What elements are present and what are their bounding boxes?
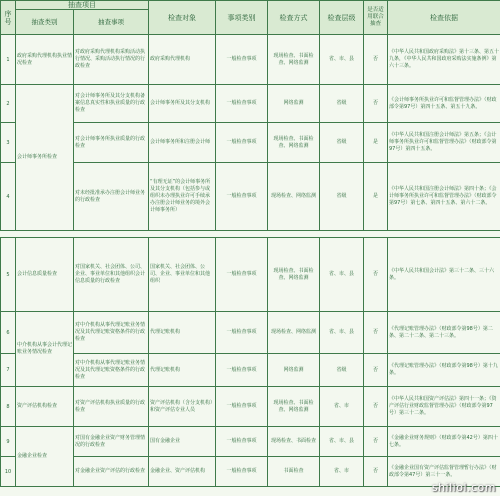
- table-row: [1, 387, 500, 427]
- row-method: 网络监测: [268, 354, 320, 387]
- row-type: 一般检查事项: [216, 123, 268, 163]
- row-joint: 否: [364, 427, 388, 457]
- row-type: 一般检查事项: [216, 354, 268, 387]
- table-row: [1, 312, 500, 354]
- row-method: 现场检查、网络监测: [268, 312, 320, 354]
- table-row: [1, 354, 500, 387]
- row-category: 金融企业检查: [16, 427, 74, 487]
- row-seq: 9: [1, 427, 16, 457]
- table-row: [1, 35, 500, 85]
- row-target: “有理无证”的会计师事务所及其分支机构（包括参与或组织未办理执业许可手续承办注册会计师业务的境外会计师事务所）: [149, 163, 216, 231]
- row-basis: 《中华人民共和国资产评估法》第四十一条；《资产评估行业财政监督管理办法》（财政部令第97号）第三十二条。: [388, 387, 500, 427]
- row-type: 一般检查事项: [216, 35, 268, 85]
- row-method: 书面检查: [268, 457, 320, 487]
- row-item: 对国有金融企业资产财务管理情况的行政检查: [74, 427, 149, 457]
- row-item: 对中介机构从事代理记账业务情况及其代理记账资格条件的行政检查: [74, 312, 149, 354]
- row-seq: 6: [1, 312, 16, 354]
- row-type: 一般检查事项: [216, 427, 268, 457]
- row-joint: 否: [364, 457, 388, 487]
- table-row: [1, 123, 500, 163]
- row-type: 一般检查事项: [216, 238, 268, 312]
- row-item: 对资产评估机构执业质量的行政检查: [74, 387, 149, 427]
- row-target: 代理记账机构: [149, 312, 216, 354]
- row-level: 省、市、县: [320, 312, 364, 354]
- table-row: [1, 238, 500, 312]
- row-level: 省、市、县: [320, 35, 364, 85]
- row-joint: 否: [364, 312, 388, 354]
- row-basis: 《中华人民共和国注册会计师法》第五条；《会计师事务所执业许可和监督管理办法》（财政部令第97号）第四十五条。: [388, 123, 500, 163]
- row-method: 现场检查、书面检查、网络监测: [268, 123, 320, 163]
- header-item-group: 抽查项目: [16, 1, 149, 10]
- row-target: 国家机关、社会团体、公司、企业、事业单位和其他组织: [149, 238, 216, 312]
- row-type: 一般检查事项: [216, 387, 268, 427]
- row-method: 现场检查、网络监测: [268, 163, 320, 231]
- table-row: [1, 85, 500, 123]
- table-row: [1, 163, 500, 231]
- row-level: 省级: [320, 354, 364, 387]
- row-seq: 3: [1, 123, 16, 163]
- row-method: 现场检查、书面检查、网络监测: [268, 387, 320, 427]
- row-method: 现场检查、书面检查: [268, 427, 320, 457]
- header-seq: 序号: [1, 1, 16, 35]
- row-category: 资产评估机构检查: [16, 387, 74, 427]
- row-target: 政府采购代理机构: [149, 35, 216, 85]
- table-row: [1, 457, 500, 487]
- row-level: 省、市: [320, 387, 364, 427]
- row-category: 中介机构从事会计代理记账业务情况检查: [16, 312, 74, 387]
- row-joint: 否: [364, 85, 388, 123]
- row-type: 一般检查事项: [216, 85, 268, 123]
- row-seq: 1: [1, 35, 16, 85]
- row-target: 会计师事务所和注册会计师: [149, 123, 216, 163]
- row-basis: 《中华人民共和国注册会计师法》第四十条；《会计师事务所执业许可和监督管理办法》（财政部令第97号）第七条、第四十五条、第六十二条。: [388, 163, 500, 231]
- table-row: [1, 427, 500, 457]
- row-basis: 《代理记账管理办法》（财政部令第98号）第十九条。: [388, 354, 500, 387]
- row-target: 国有金融企业: [149, 427, 216, 457]
- row-seq: 7: [1, 354, 16, 387]
- row-category: 会计师事务所检查: [16, 85, 74, 231]
- row-target: 代理记账机构: [149, 354, 216, 387]
- row-method: 现场检查、书面检查、网络监测: [268, 238, 320, 312]
- row-type: 一般检查事项: [216, 312, 268, 354]
- header-type: 事项类别: [216, 1, 268, 35]
- row-target: 金融企业、资产评估机构: [149, 457, 216, 487]
- section-gap: [1, 231, 500, 238]
- row-level: 省、市、县: [320, 238, 364, 312]
- header-joint: 是否适用联合抽查: [364, 1, 388, 35]
- row-basis: 《会计师事务所执业许可和监督管理办法》（财政部令第97号）第四十五条、第五十九条。: [388, 85, 500, 123]
- row-seq: 5: [1, 238, 16, 312]
- row-level: 省、市、县: [320, 427, 364, 457]
- row-basis: 《金融企业财务规则》（财政部令第42号）第四十七条。: [388, 427, 500, 457]
- row-joint: 否: [364, 354, 388, 387]
- watermark: shiliol.com: [431, 481, 496, 494]
- header-method: 检查方式: [268, 1, 320, 35]
- row-category: 会计信息质量检查: [16, 238, 74, 312]
- row-joint: 是: [364, 163, 388, 231]
- row-method: 现场检查、书面检查、网络监测: [268, 35, 320, 85]
- header-level: 检查层级: [320, 1, 364, 35]
- row-seq: 2: [1, 85, 16, 123]
- header-item: 抽查事项: [74, 10, 149, 35]
- row-seq: 10: [1, 457, 16, 487]
- row-item: 对中介机构从事代理记账业务情况及其代理记账资格条件的行政检查: [74, 354, 149, 387]
- header-target: 检查对象: [149, 1, 216, 35]
- header-basis: 检查依据: [388, 1, 500, 35]
- row-joint: 否: [364, 35, 388, 85]
- row-joint: 否: [364, 387, 388, 427]
- row-seq: 8: [1, 387, 16, 427]
- row-level: 省级: [320, 123, 364, 163]
- row-seq: 4: [1, 163, 16, 231]
- row-basis: 《中华人民共和国会计法》第三十二条、三十六条。: [388, 238, 500, 312]
- row-item: 对会计师事务所及其分支机构备案信息真实性和执业质量的行政检查: [74, 85, 149, 123]
- row-category: 政府采购代理机构执业情况检查: [16, 35, 74, 85]
- row-target: 会计师事务所及其分支机构: [149, 85, 216, 123]
- row-type: 一般检查事项: [216, 163, 268, 231]
- row-item: 对未经批准承办注册会计师业务的行政检查: [74, 163, 149, 231]
- row-item: 对金融企业资产评估的行政检查: [74, 457, 149, 487]
- row-basis: 《金融企业国有资产评估监督管理暂行办法》（财政部令第47号）第三十一条。: [388, 457, 500, 487]
- row-level: 省级: [320, 163, 364, 231]
- row-item: 对会计师事务所执业质量的行政检查: [74, 123, 149, 163]
- row-level: 省、市: [320, 457, 364, 487]
- row-item: 对政府采购代理机构采购活动执行情况、采购活动执行情况的行政检查: [74, 35, 149, 85]
- row-basis: 《代理记账管理办法》（财政部令第98号）第二条、第二十二条、第二十三条。: [388, 312, 500, 354]
- row-method: 网络监测: [268, 85, 320, 123]
- row-joint: 否: [364, 238, 388, 312]
- row-level: 省级: [320, 85, 364, 123]
- row-basis: 《中华人民共和国政府采购法》第十三条、第五十九条，《中华人民共和国政府采购法实施条例》第六十三条。: [388, 35, 500, 85]
- row-target: 资产评估机构（含分支机构）和资产评估专业人员: [149, 387, 216, 427]
- row-joint: 是: [364, 123, 388, 163]
- row-type: 一般检查事项: [216, 457, 268, 487]
- header-category: 抽查类别: [16, 10, 74, 35]
- row-item: 对国家机关、社会团体、公司、企业、事业单位和其他组织会计信息质量的行政检查: [74, 238, 149, 312]
